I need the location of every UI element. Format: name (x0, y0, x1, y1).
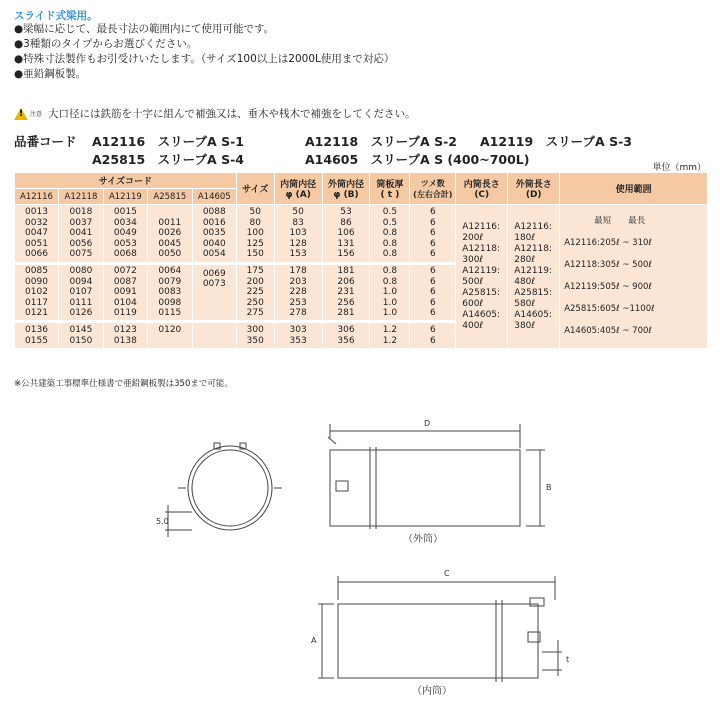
cell-outer-dia: 181 206 231 256 281 (322, 263, 370, 322)
cell-code: 0085 0090 0102 0117 0121 (15, 263, 59, 322)
cell-code: 0120 (147, 322, 192, 348)
cell-outer-dia: 53 86 106 131 156 (322, 205, 370, 264)
range-row: A12119:505ℓ ~ 900ℓ (564, 282, 652, 292)
code-col-a25815: A25815 (147, 189, 192, 205)
size-header: サイズ (236, 173, 274, 205)
dim-label-D: D (424, 419, 431, 428)
thickness-header: 筒板厚 ( t ) (370, 173, 410, 205)
outer-length-header: 外筒長さ (D) (508, 173, 560, 205)
caution-label: 注意 (30, 111, 43, 118)
outer-diameter-header: 外筒内径 φ (B) (322, 173, 370, 205)
cell-code: 0018 0037 0041 0056 0075 (58, 205, 103, 264)
code-col-a12119: A12119 (103, 189, 147, 205)
bullet-2: ●3種類のタイプからお選びください。 (14, 38, 198, 50)
cell-thickness: 0.8 0.8 1.0 1.0 1.0 (370, 263, 410, 322)
footnote: ※公共建築工事標準仕様書で亜鉛鋼板製は350まで可能。 (14, 379, 233, 389)
cell-thickness: 0.5 0.5 0.8 0.8 0.8 (370, 205, 410, 264)
cell-code: 0145 0150 (58, 322, 103, 348)
cell-outer-dia: 306 356 (322, 322, 370, 348)
dim-label-B: B (546, 483, 552, 492)
claws-header: ツメ数 (左右合計) (410, 173, 456, 205)
cell-code: 0069 0073 (192, 263, 236, 322)
range-row: A12116:205ℓ ~ 310ℓ (564, 238, 652, 248)
cell-inner-dia: 50 83 103 128 153 (274, 205, 322, 264)
range-header: 使用範囲 (560, 173, 708, 205)
cell-code: 0072 0087 0091 0104 0119 (103, 263, 147, 322)
product-code-4: A25815 スリーブA S-4 (92, 152, 244, 167)
cell-thickness: 1.2 1.2 (370, 322, 410, 348)
cell-code: 0013 0032 0047 0051 0066 (15, 205, 59, 264)
cell-claws: 6 6 6 6 6 (410, 263, 456, 322)
range-head: 最短 最長 (594, 216, 646, 226)
bullet-1: ●梁幅に応じて、最長寸法の範囲内にて使用可能です。 (14, 23, 275, 35)
bullet-3: ●特殊寸法製作もお引受けいたします。（サイズ100以上は2000L使用まで対応） (14, 53, 395, 65)
inner-length-cell: A12116: 200ℓ A12118: 300ℓ A12119: 500ℓ A25815: 600ℓ A14605: 400ℓ (456, 205, 508, 349)
range-row: A12118:305ℓ ~ 500ℓ (564, 260, 652, 270)
cell-inner-dia: 178 203 228 253 278 (274, 263, 322, 322)
code-col-a12116: A12116 (15, 189, 59, 205)
cell-size: 50 80 100 125 150 (236, 205, 274, 264)
sleeve-front-view (165, 443, 282, 537)
dim-label-t: t (566, 655, 570, 664)
section-heading: スライド式梁用。 (14, 10, 98, 22)
product-code-5: A14605 スリーブA S (400~700L) (305, 152, 530, 167)
cell-code: 0088 0016 0035 0040 0054 (192, 205, 236, 264)
outer-length-cell: A12116: 180ℓ A12118: 280ℓ A12119: 480ℓ A25815: 580ℓ A14605: 380ℓ (508, 205, 560, 349)
product-code-2: A12118 スリーブA S-2 (305, 134, 457, 149)
outer-sleeve-side-view (328, 424, 545, 529)
product-code-prefix: 品番コード (14, 134, 77, 149)
dim-label-C: C (444, 569, 450, 578)
product-code-3: A12119 スリーブA S-3 (480, 134, 632, 149)
cell-claws: 6 6 (410, 322, 456, 348)
inner-diameter-header: 内筒内径 φ (A) (274, 173, 322, 205)
code-col-a14605: A14605 (192, 189, 236, 205)
cell-code: 0123 0138 (103, 322, 147, 348)
unit-label: 単位（mm） (652, 163, 706, 173)
cell-code: 0011 0026 0045 0050 (147, 205, 192, 264)
size-code-header: サイズコード (15, 173, 237, 189)
caption-inner-sleeve: （内筒） (412, 686, 452, 697)
cell-size: 175 200 225 250 275 (236, 263, 274, 322)
caption-outer-sleeve: （外筒） (403, 534, 443, 545)
cell-claws: 6 6 6 6 6 (410, 205, 456, 264)
code-col-a12118: A12118 (58, 189, 103, 205)
dim-label-5: 5.0 (156, 517, 169, 526)
range-row: A14605:405ℓ ~ 700ℓ (564, 326, 652, 336)
cell-code: 0080 0094 0107 0111 0126 (58, 263, 103, 322)
bullet-4: ●亜鉛鋼板製。 (14, 68, 87, 80)
range-row: A25815:605ℓ ~1100ℓ (564, 304, 655, 314)
cell-size: 300 350 (236, 322, 274, 348)
product-code-1: A12116 スリーブA S-1 (92, 134, 244, 149)
inner-sleeve-side-view (318, 576, 562, 682)
inner-length-header: 内筒長さ (C) (456, 173, 508, 205)
cell-inner-dia: 303 353 (274, 322, 322, 348)
cell-code: 0136 0155 (15, 322, 59, 348)
cell-code: 0015 0034 0049 0053 0068 (103, 205, 147, 264)
dim-label-A: A (311, 636, 317, 645)
cell-code: 0064 0079 0083 0098 0115 (147, 263, 192, 322)
caution-text: 大口径には鉄筋を十字に組んで補強又は、垂木や桟木で補強をしてください。 (48, 108, 416, 120)
